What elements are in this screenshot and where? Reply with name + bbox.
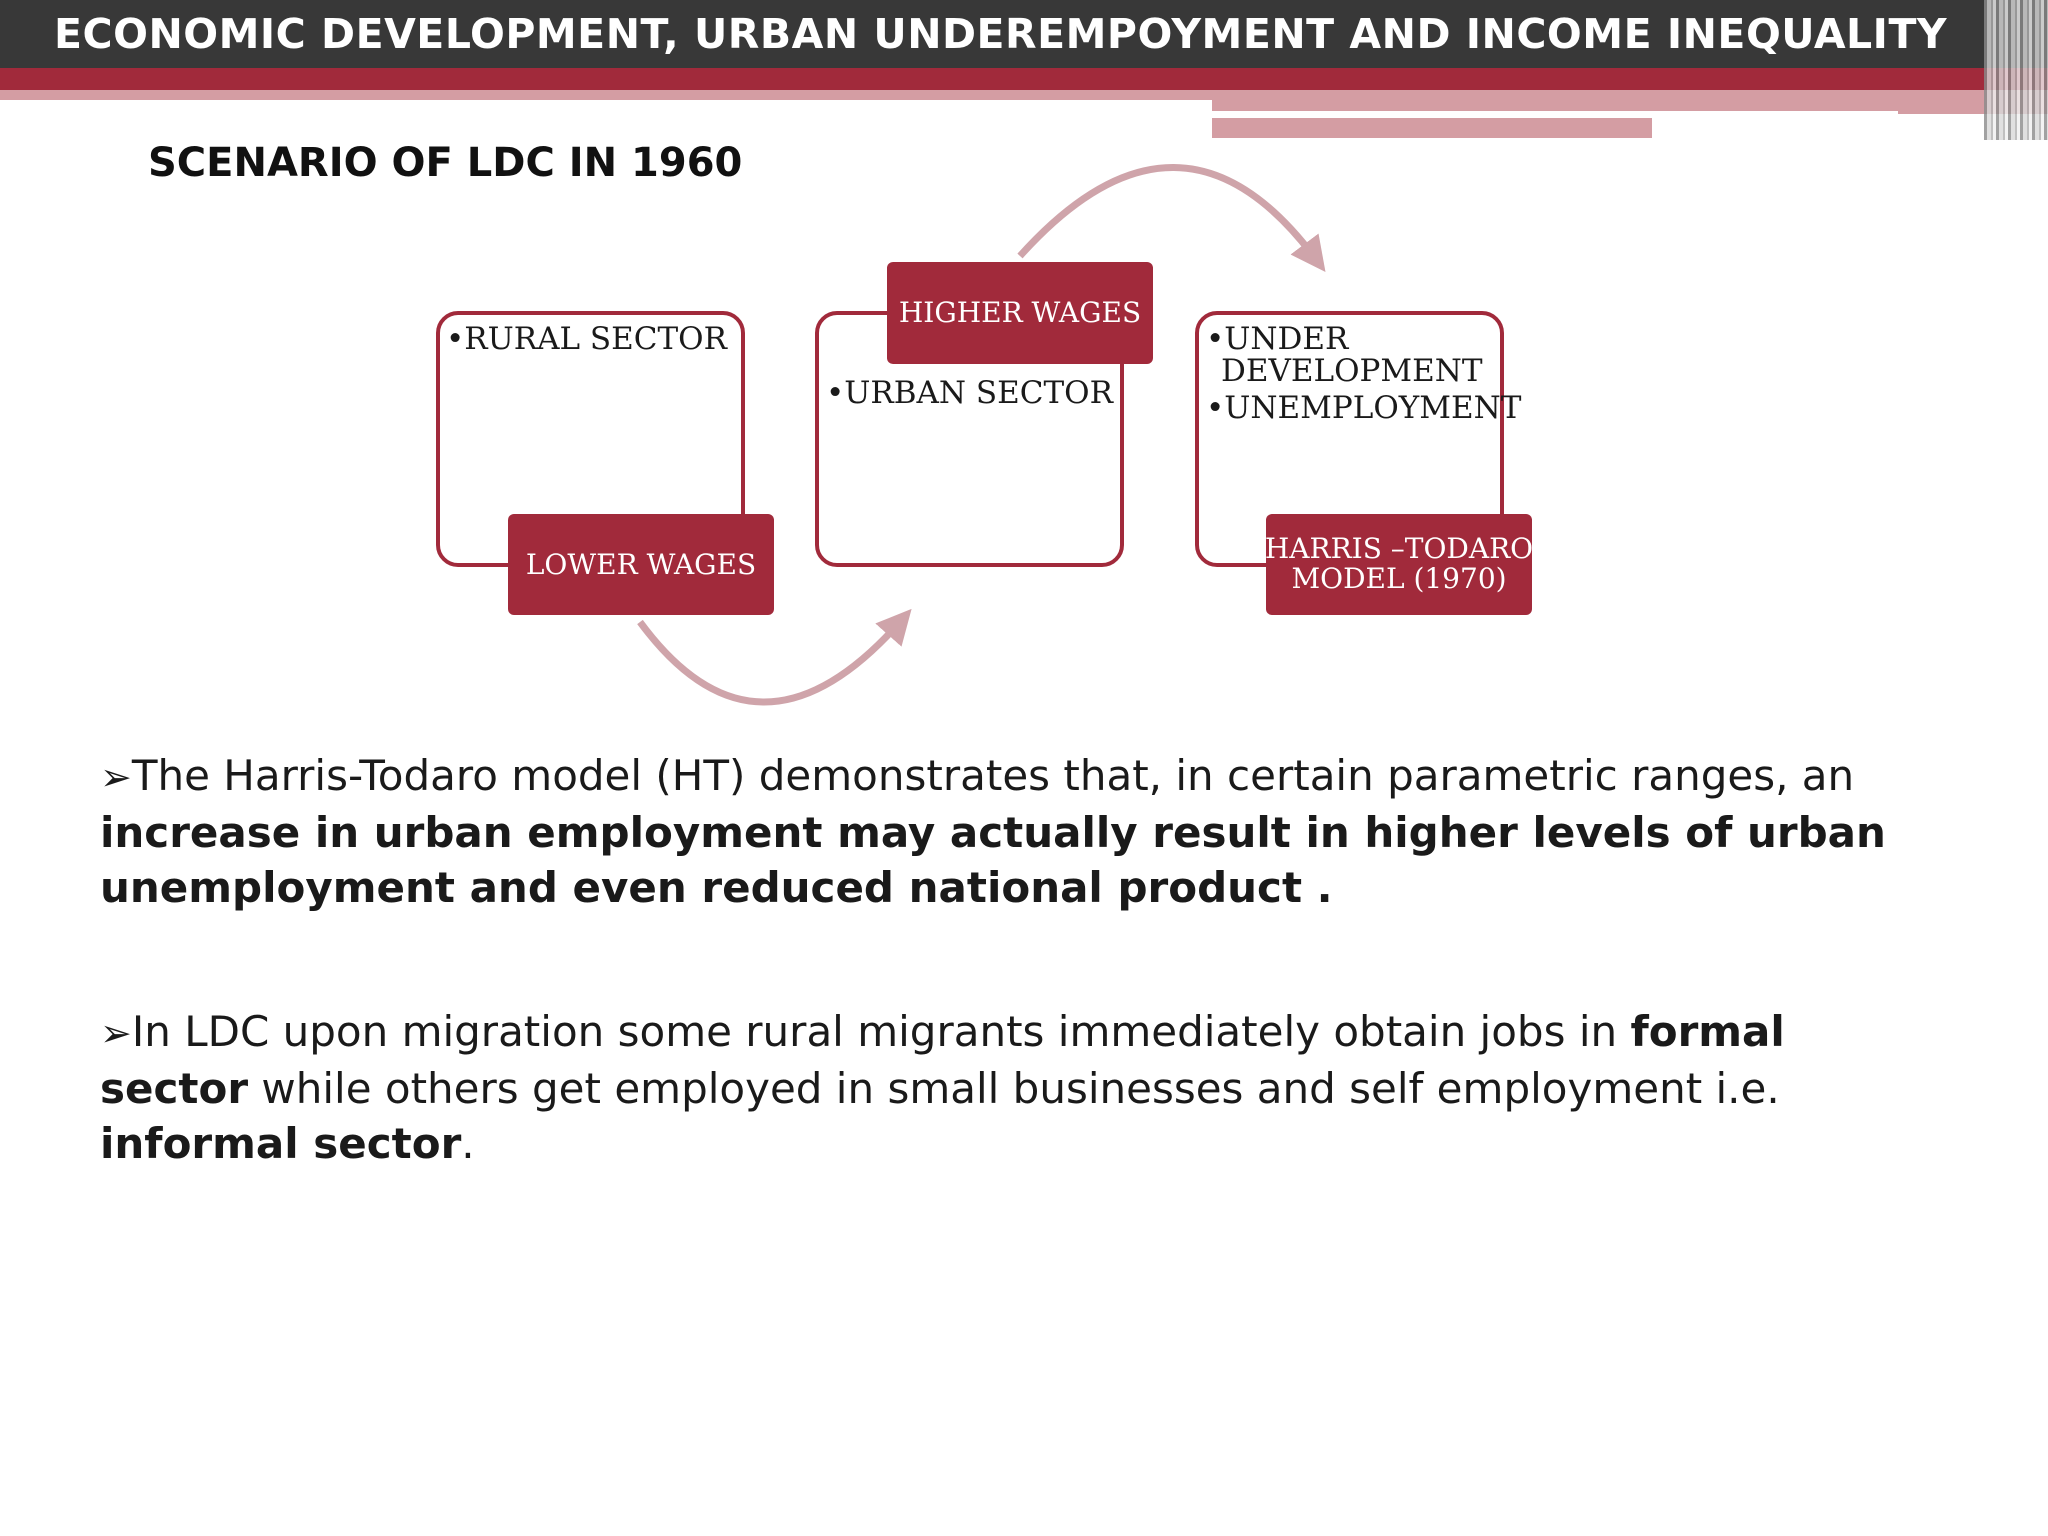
bullet-text-bold: increase in urban employment may actually result in higher levels of urban unemployment and even reduced national product . xyxy=(100,808,1886,912)
bullet-text-bold: informal sector xyxy=(100,1119,462,1168)
unemployment-text: •UNEMPLOYMENT xyxy=(1206,390,1522,426)
bullet-point-harris-todaro xyxy=(100,748,1920,915)
slide-header-title: ECONOMIC DEVELOPMENT, URBAN UNDEREMPOYMENT AND INCOME INEQUALITY xyxy=(54,10,1948,58)
bullet-arrow-icon: ➢ xyxy=(100,1011,132,1055)
bullet-text: The Harris-Todaro model (HT) demonstrates that, in certain parametric ranges, an xyxy=(131,751,1855,800)
harris-todaro-label-line1: HARRIS –TODARO xyxy=(1264,532,1534,565)
bullet-text: In LDC upon migration some rural migrants immediately obtain jobs in xyxy=(131,1007,1631,1056)
bullet-point-ldc-migration xyxy=(100,1004,1920,1171)
lower-wages-label: LOWER WAGES xyxy=(525,548,757,581)
underdevelopment-text-line2: DEVELOPMENT xyxy=(1221,353,1483,389)
flow-arrow-urban-to-outcome xyxy=(1020,167,1315,258)
bullet-text-bold: formal sector xyxy=(100,1007,1785,1113)
bullet-text: . xyxy=(461,1119,475,1168)
flow-arrow-rural-to-urban xyxy=(640,622,900,702)
underdevelopment-text-line1: •UNDER xyxy=(1206,321,1349,357)
harris-todaro-label-line2: MODEL (1970) xyxy=(1291,562,1507,595)
rural-sector-text: •RURAL SECTOR xyxy=(446,321,727,357)
bullet-arrow-icon: ➢ xyxy=(100,755,132,799)
urban-sector-text: •URBAN SECTOR xyxy=(826,375,1113,411)
slide-subtitle: SCENARIO OF LDC IN 1960 xyxy=(148,140,743,186)
higher-wages-label: HIGHER WAGES xyxy=(898,296,1142,329)
bullet-text: while others get employed in small businesses and self employment i.e. xyxy=(248,1064,1780,1113)
